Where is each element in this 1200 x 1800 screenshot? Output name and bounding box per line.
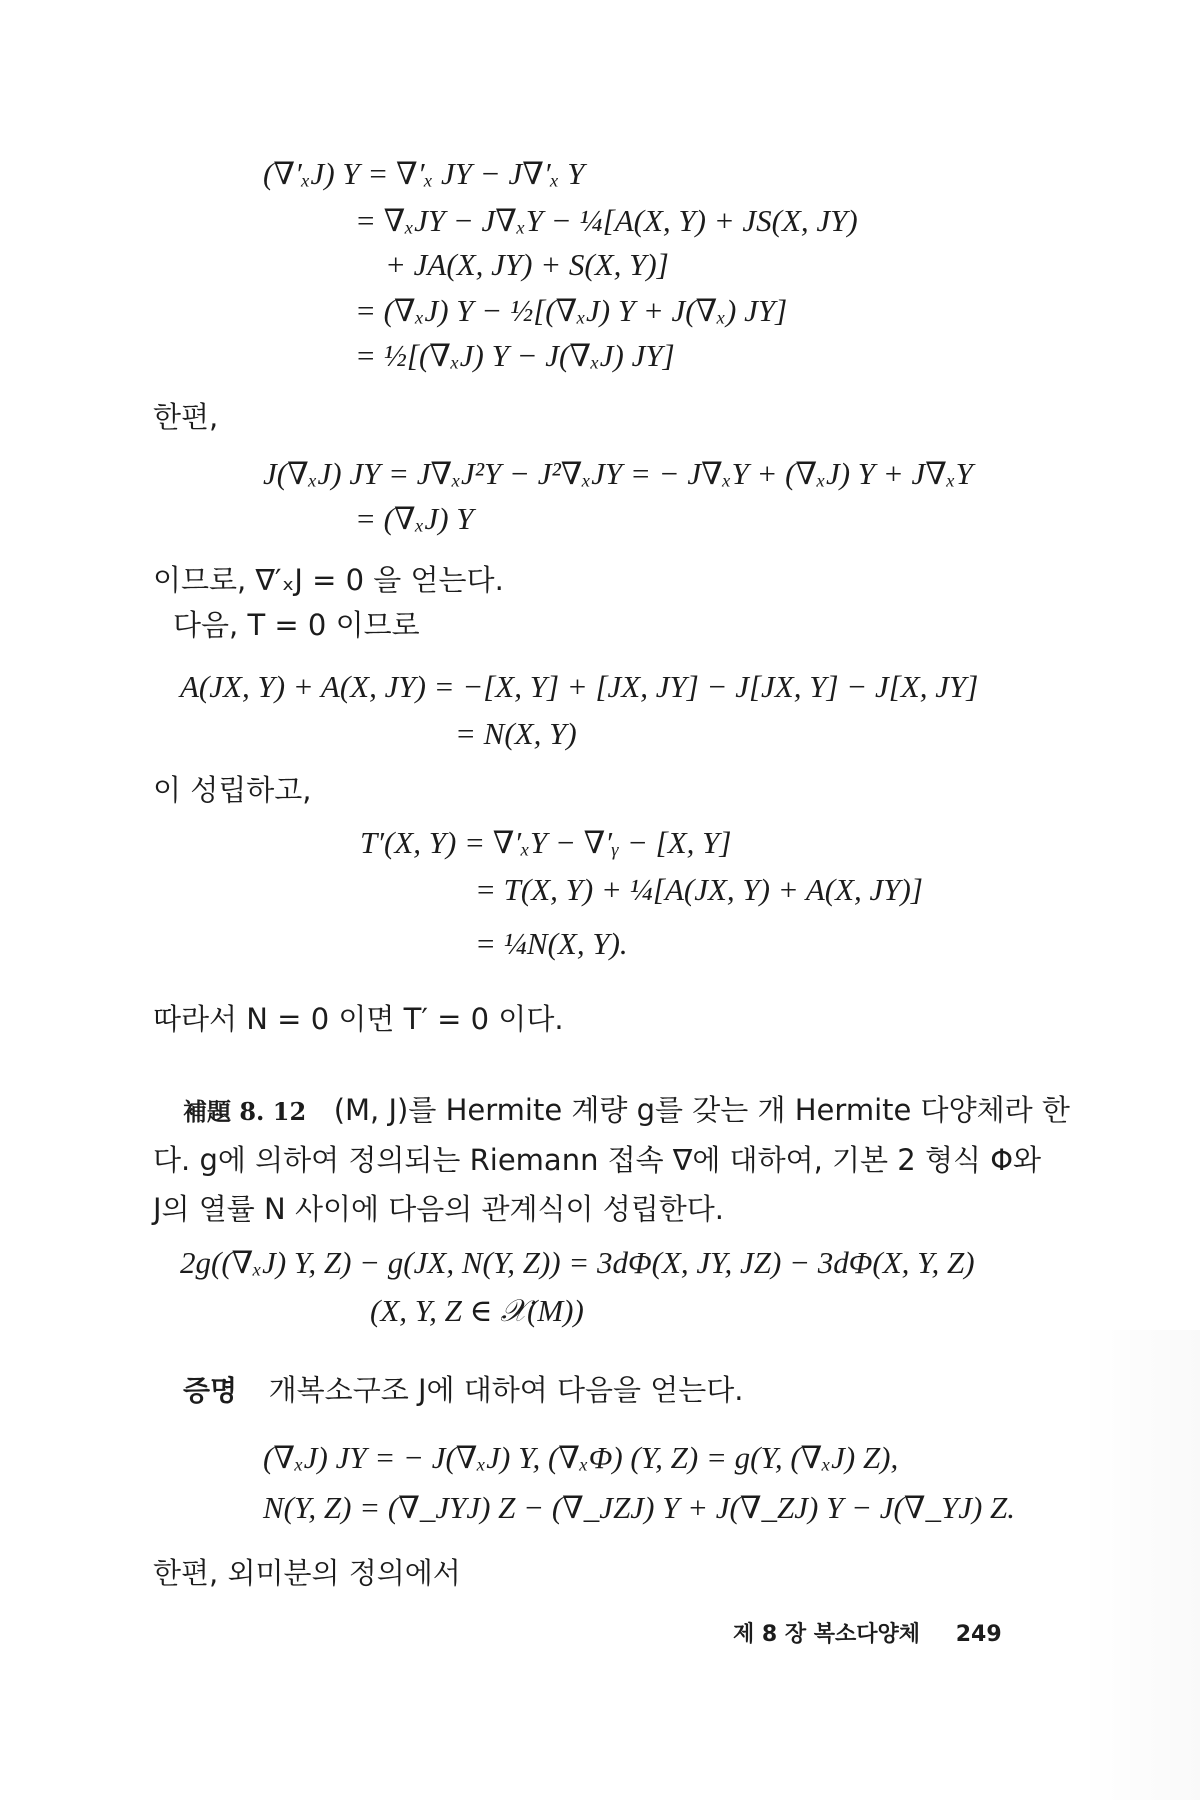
- body-text: 이므로, ∇′ₓJ = 0 을 얻는다.: [153, 563, 504, 597]
- body-text: 한편, 외미분의 정의에서: [153, 1556, 461, 1590]
- lemma-text: (M, J)를 Hermite 계량 g를 갖는 개 Hermite 다양체라 한: [333, 1093, 1070, 1127]
- equation-line: = ½[(∇ₓJ) Y − J(∇ₓJ) JY]: [355, 338, 675, 373]
- equation-line: (∇′ₓJ) Y = ∇′ₓ JY − J∇′ₓ Y: [263, 156, 585, 191]
- equation-line: (X, Y, Z ∈ 𝒳(M)): [370, 1293, 584, 1328]
- lemma-label: 補題 8. 12: [183, 1097, 307, 1126]
- lemma-text: J의 열률 N 사이에 다음의 관계식이 성립한다.: [153, 1192, 725, 1226]
- equation-line: = ¼N(X, Y).: [475, 926, 628, 961]
- equation-line: + JA(X, JY) + S(X, Y)]: [385, 247, 669, 282]
- running-footer: [733, 1615, 1002, 1655]
- body-text: 따라서 N = 0 이면 T′ = 0 이다.: [153, 1002, 564, 1036]
- lemma-text: 다. g에 의하여 정의되는 Riemann 접속 ∇에 대하여, 기본 2 형식 Φ와: [153, 1143, 1042, 1177]
- equation-line: = T(X, Y) + ¼[A(JX, Y) + A(X, JY)]: [475, 872, 923, 907]
- equation-line: = (∇ₓJ) Y: [355, 501, 474, 536]
- equation-line: T′(X, Y) = ∇′ₓY − ∇′ᵧ − [X, Y]: [360, 825, 732, 860]
- scan-shadow: [1080, 1330, 1200, 1800]
- page-number: 249: [955, 1622, 1002, 1647]
- proof-label: 증명: [183, 1374, 238, 1407]
- equation-line: = (∇ₓJ) Y − ½[(∇ₓJ) Y + J(∇ₓ) JY]: [355, 293, 788, 328]
- body-text: 다음, T = 0 이므로: [173, 608, 420, 642]
- equation-line: = ∇ₓJY − J∇ₓY − ¼[A(X, Y) + JS(X, JY): [355, 203, 858, 238]
- proof-text: 개복소구조 J에 대하여 다음을 얻는다.: [268, 1373, 744, 1407]
- equation-line: A(JX, Y) + A(X, JY) = −[X, Y] + [JX, JY] − J[JX, Y] − J[X, JY]: [180, 669, 979, 704]
- equation-line: N(Y, Z) = (∇_JYJ) Z − (∇_JZJ) Y + J(∇_ZJ) Y − J(∇_YJ) Z.: [263, 1490, 1016, 1525]
- body-text: 이 성립하고,: [153, 773, 312, 807]
- lemma-line: [183, 1090, 1070, 1132]
- proof-line: [183, 1370, 744, 1411]
- equation-line: = N(X, Y): [455, 716, 577, 751]
- chapter-title: 제 8 장 복소다양체: [733, 1622, 921, 1647]
- equation-line: (∇ₓJ) JY = − J(∇ₓJ) Y, (∇ₓΦ) (Y, Z) = g(Y, (∇ₓJ) Z),: [263, 1440, 899, 1475]
- body-text: 한편,: [153, 400, 219, 434]
- equation-line: J(∇ₓJ) JY = J∇ₓJ²Y − J²∇ₓJY = − J∇ₓY + (∇ₓJ) Y + J∇ₓY: [263, 456, 973, 491]
- equation-line: 2g((∇ₓJ) Y, Z) − g(JX, N(Y, Z)) = 3dΦ(X, JY, JZ) − 3dΦ(X, Y, Z): [180, 1245, 975, 1280]
